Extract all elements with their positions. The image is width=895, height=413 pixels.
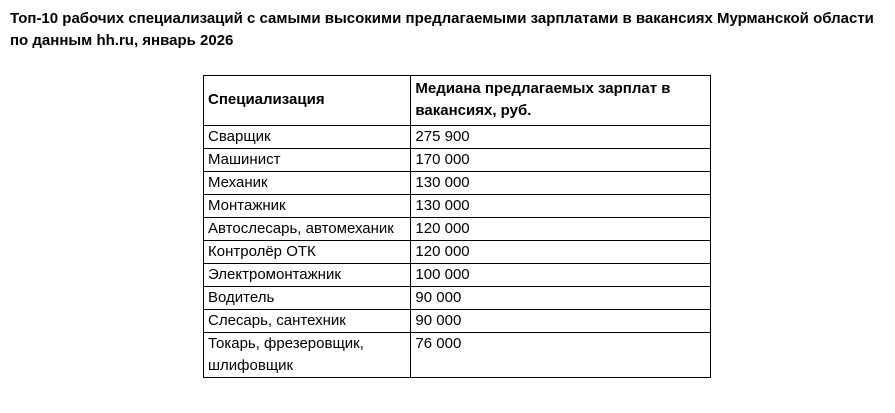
specialization-cell: Монтажник (204, 195, 411, 218)
specialization-cell: Автослесарь, автомеханик (204, 218, 411, 241)
specialization-cell: Токарь, фрезеровщик, шлифовщик (204, 333, 411, 378)
table-row (204, 218, 711, 241)
salary-cell: 90 000 (411, 287, 711, 310)
specialization-cell: Контролёр ОТК (204, 241, 411, 264)
salary-cell: 120 000 (411, 218, 711, 241)
header-median-salary: Медиана предлагаемых зарплат в вакансиях, руб. (411, 76, 711, 126)
table-header-row (204, 76, 711, 126)
header-specialization: Специализация (204, 76, 411, 126)
salary-cell: 170 000 (411, 149, 711, 172)
table-row (204, 149, 711, 172)
page-title: Топ-10 рабочих специализаций с самыми высокими предлагаемыми зарплатами в вакансиях Мурманской области по данным hh.ru, январь 2026 (10, 10, 874, 49)
specialization-cell: Электромонтажник (204, 264, 411, 287)
table-row (204, 241, 711, 264)
salary-cell: 100 000 (411, 264, 711, 287)
salary-cell: 76 000 (411, 333, 711, 378)
salary-cell: 120 000 (411, 241, 711, 264)
salary-cell: 130 000 (411, 172, 711, 195)
salary-cell: 275 900 (411, 126, 711, 149)
table-row (204, 310, 711, 333)
table-row (204, 333, 711, 378)
specialization-cell: Слесарь, сантехник (204, 310, 411, 333)
table-row (204, 195, 711, 218)
salary-table (203, 75, 711, 378)
specialization-cell: Сварщик (204, 126, 411, 149)
table-row (204, 264, 711, 287)
salary-cell: 90 000 (411, 310, 711, 333)
specialization-cell: Механик (204, 172, 411, 195)
table-row (204, 126, 711, 149)
salary-cell: 130 000 (411, 195, 711, 218)
specialization-cell: Машинист (204, 149, 411, 172)
table-row (204, 172, 711, 195)
table-row (204, 287, 711, 310)
specialization-cell: Водитель (204, 287, 411, 310)
